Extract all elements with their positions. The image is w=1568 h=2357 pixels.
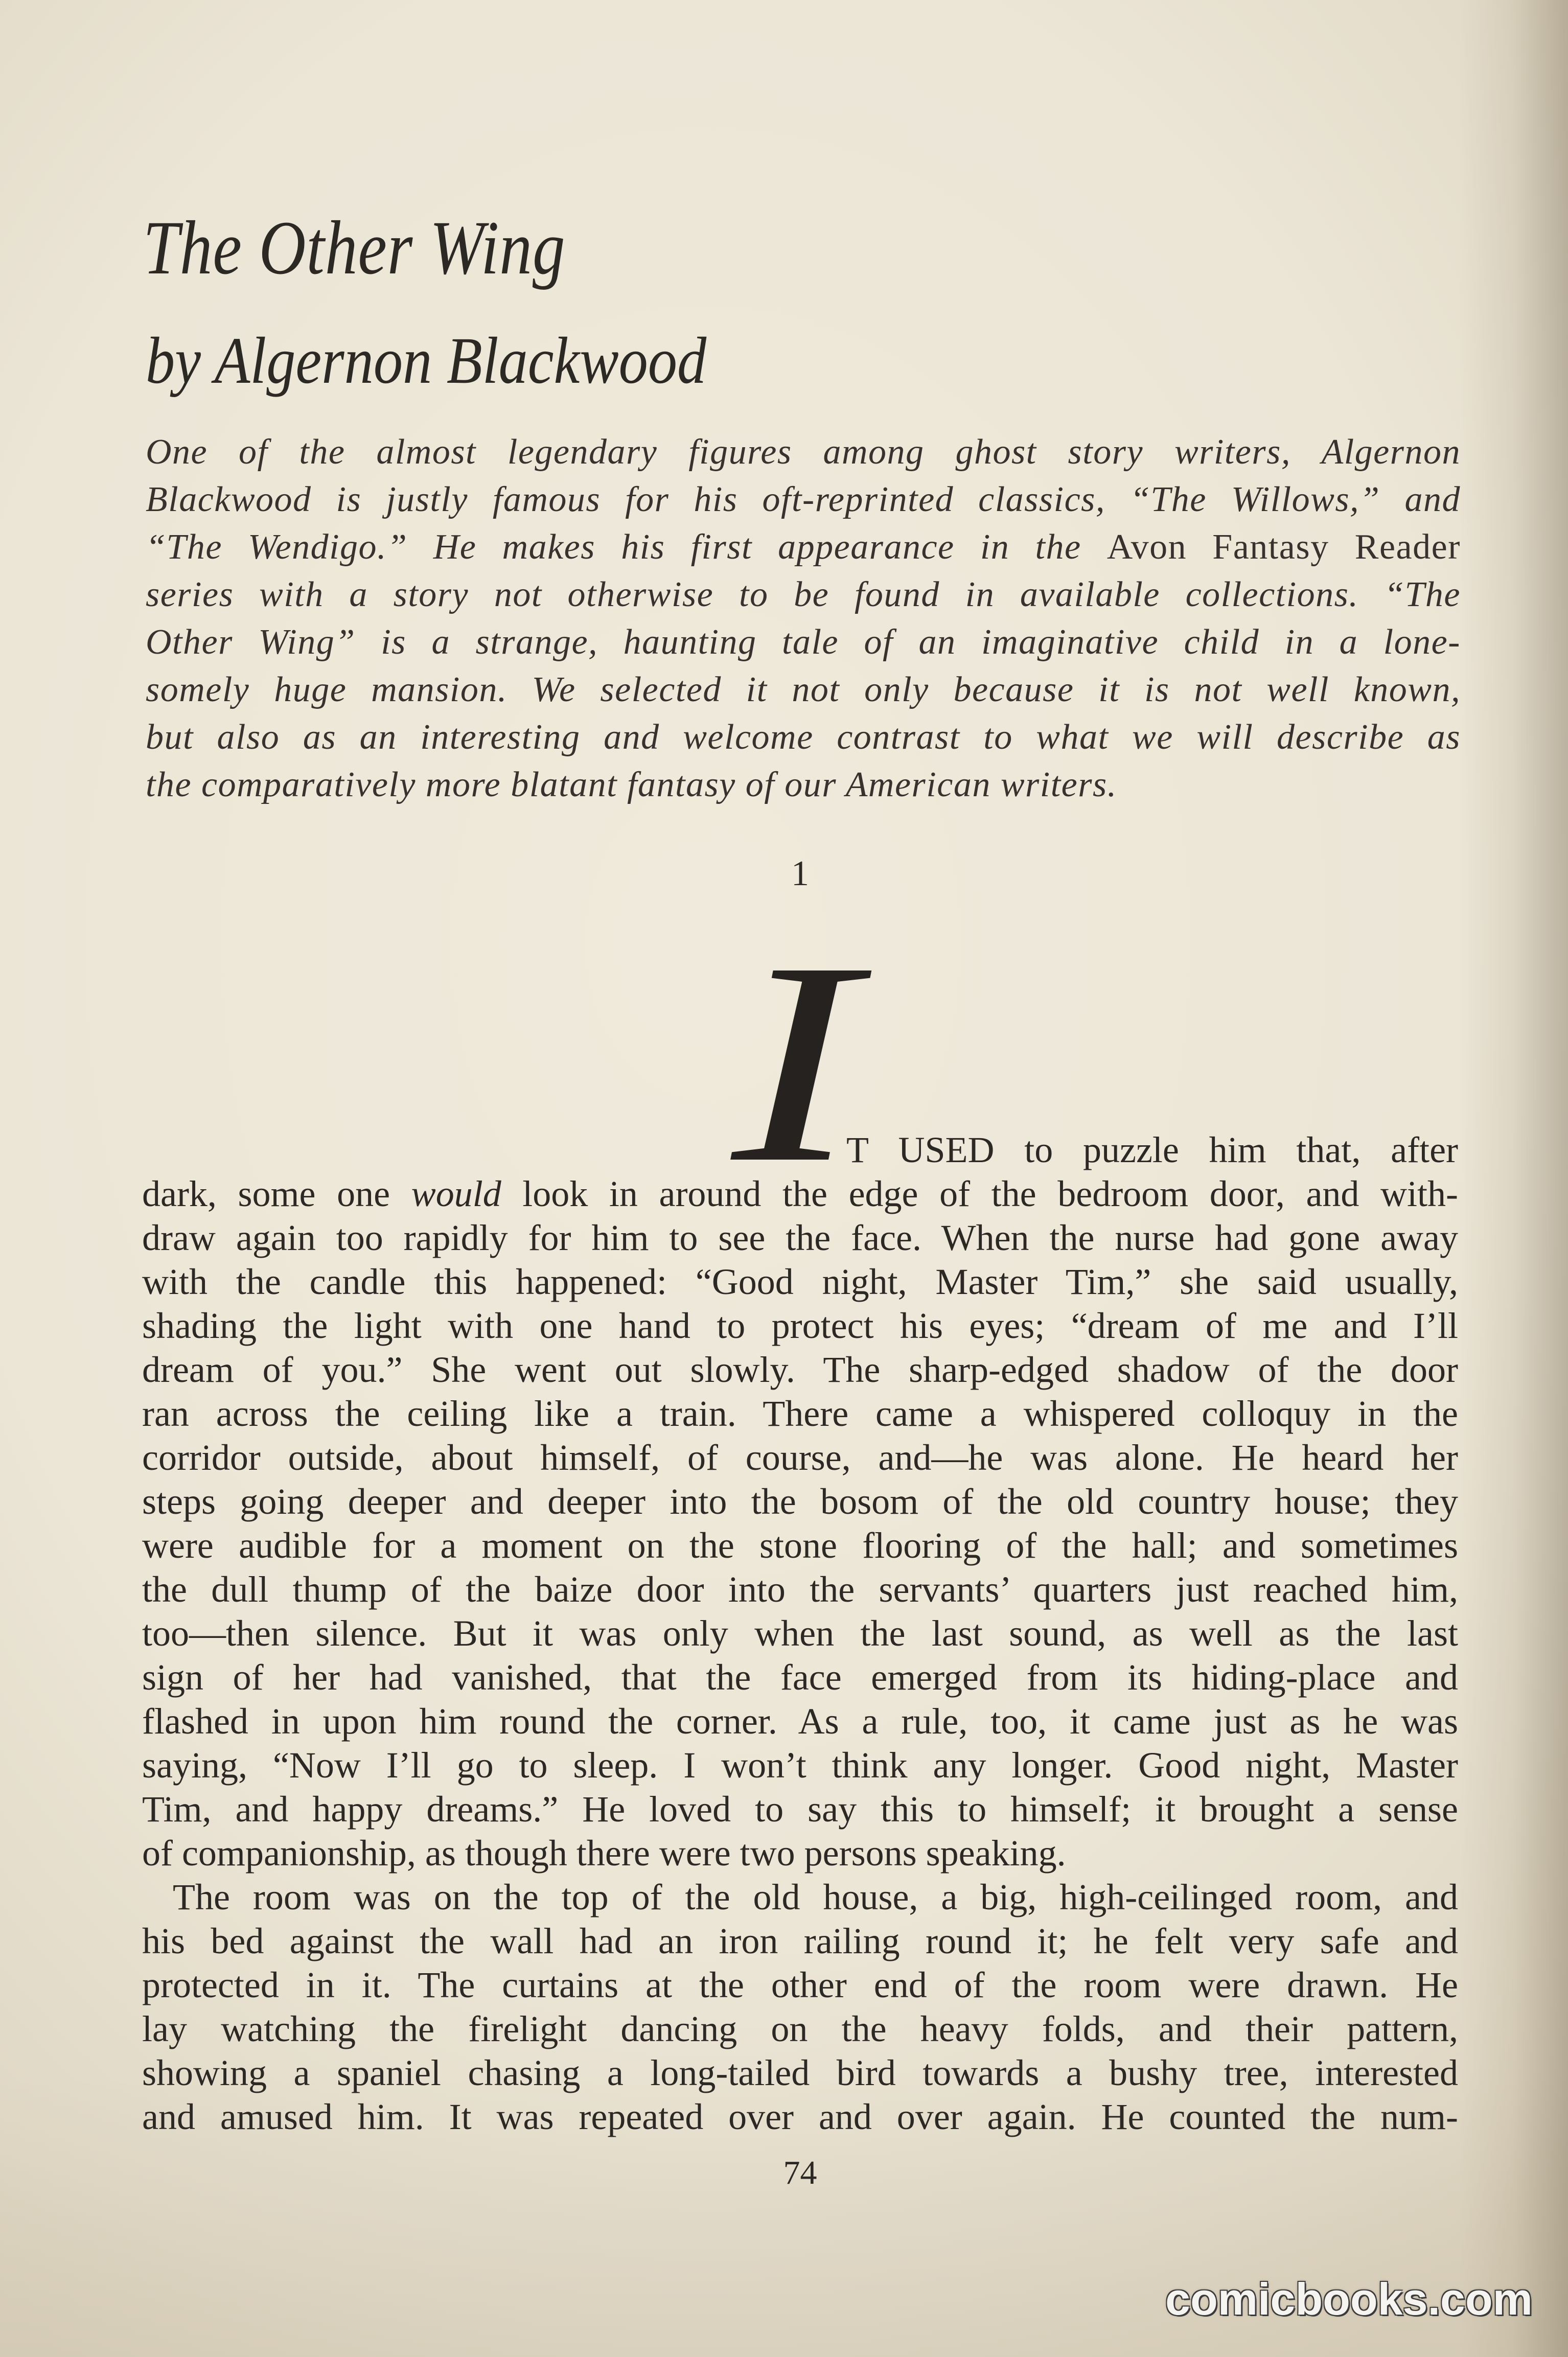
body-line: ran across the ceiling like a train. There came a whispered colloquy in the [142,1393,1458,1434]
drop-cap-initial: I [732,903,857,1222]
body-line-text: dark, some one [142,1173,411,1214]
body-line: lay watching the firelight dancing on the heavy folds, and their pattern, [142,2008,1458,2049]
body-line: his bed against the wall had an iron railing round it; he felt very safe and [142,1921,1458,1961]
body-line: flashed in upon him round the corner. As a rule, too, it came just as he was [142,1701,1458,1742]
body-line: corridor outside, about himself, of course, and—he was alone. He heard her [142,1437,1458,1478]
body-line: of companionship, as though there were two persons speaking. [142,1833,1066,1874]
series-name: Avon Fantasy Reader [1106,527,1461,567]
page-number: 74 [783,2154,817,2191]
intro-line [146,523,1461,571]
intro-line: somely huge mansion. We selected it not only because it is not well known, [146,670,1461,709]
body-line: steps going deeper and deeper into the bosom of the old country house; they [142,1481,1458,1522]
body-line: too—then silence. But it was only when the last sound, as well as the last [142,1613,1458,1654]
body-line: dream of you.” She went out slowly. The sharp-edged shadow of the door [142,1349,1458,1390]
body-line [142,1172,1458,1216]
body-line: saying, “Now I’ll go to sleep. I won’t think any longer. Good night, Master [142,1745,1458,1786]
body-line: and amused him. It was repeated over and over again. He counted the num- [142,2096,1458,2137]
body-line: draw again too rapidly for him to see the face. When the nurse had gone away [142,1217,1458,1258]
emphasis-text: would [411,1173,501,1214]
body-line: were audible for a moment on the stone flooring of the hall; and sometimes [142,1525,1458,1566]
body-line: protected in it. The curtains at the other end of the room were drawn. He [142,1965,1458,2005]
story-byline: by Algernon Blackwood [146,324,707,398]
intro-line: the comparatively more blatant fantasy of our American writers. [146,765,1117,804]
intro-line: but also as an interesting and welcome contrast to what we will describe as [146,718,1461,757]
editor-intro [146,428,1461,808]
body-line: sign of her had vanished, that the face emerged from its hiding-place and [142,1657,1458,1698]
body-line: Tim, and happy dreams.” He loved to say this to himself; it brought a sense [142,1789,1458,1830]
intro-line: Other Wing” is a strange, haunting tale of an imaginative child in a lone- [146,622,1461,662]
body-line: shading the light with one hand to protect his eyes; “dream of me and I’ll [142,1305,1458,1346]
story-title: The Other Wing [143,205,566,290]
body-line: the dull thump of the baize door into the servants’ quarters just reached him, [142,1569,1458,1610]
section-number: 1 [791,854,809,893]
body-line: The room was on the top of the old house, a big, high-ceilinged room, and [173,1877,1458,1917]
intro-line: One of the almost legendary figures among ghost story writers, Algernon [146,432,1461,472]
intro-line: Blackwood is justly famous for his oft-reprinted classics, “The Willows,” and [146,480,1461,519]
body-line: showing a spaniel chasing a long-tailed bird towards a bushy tree, interested [142,2052,1458,2093]
body-line: with the candle this happened: “Good night, Master Tim,” she said usually, [142,1261,1458,1302]
story-body [142,1128,1458,2139]
intro-line-text: “The Wendigo.” He makes his first appearance in the [146,527,1107,567]
body-line: T USED to puzzle him that, after [846,1129,1458,1170]
watermark: comicbooks.com [1165,2274,1533,2324]
body-line-text: look in around the edge of the bedroom door, and with- [501,1173,1458,1214]
intro-line: series with a story not otherwise to be found in available collections. “The [146,575,1461,614]
